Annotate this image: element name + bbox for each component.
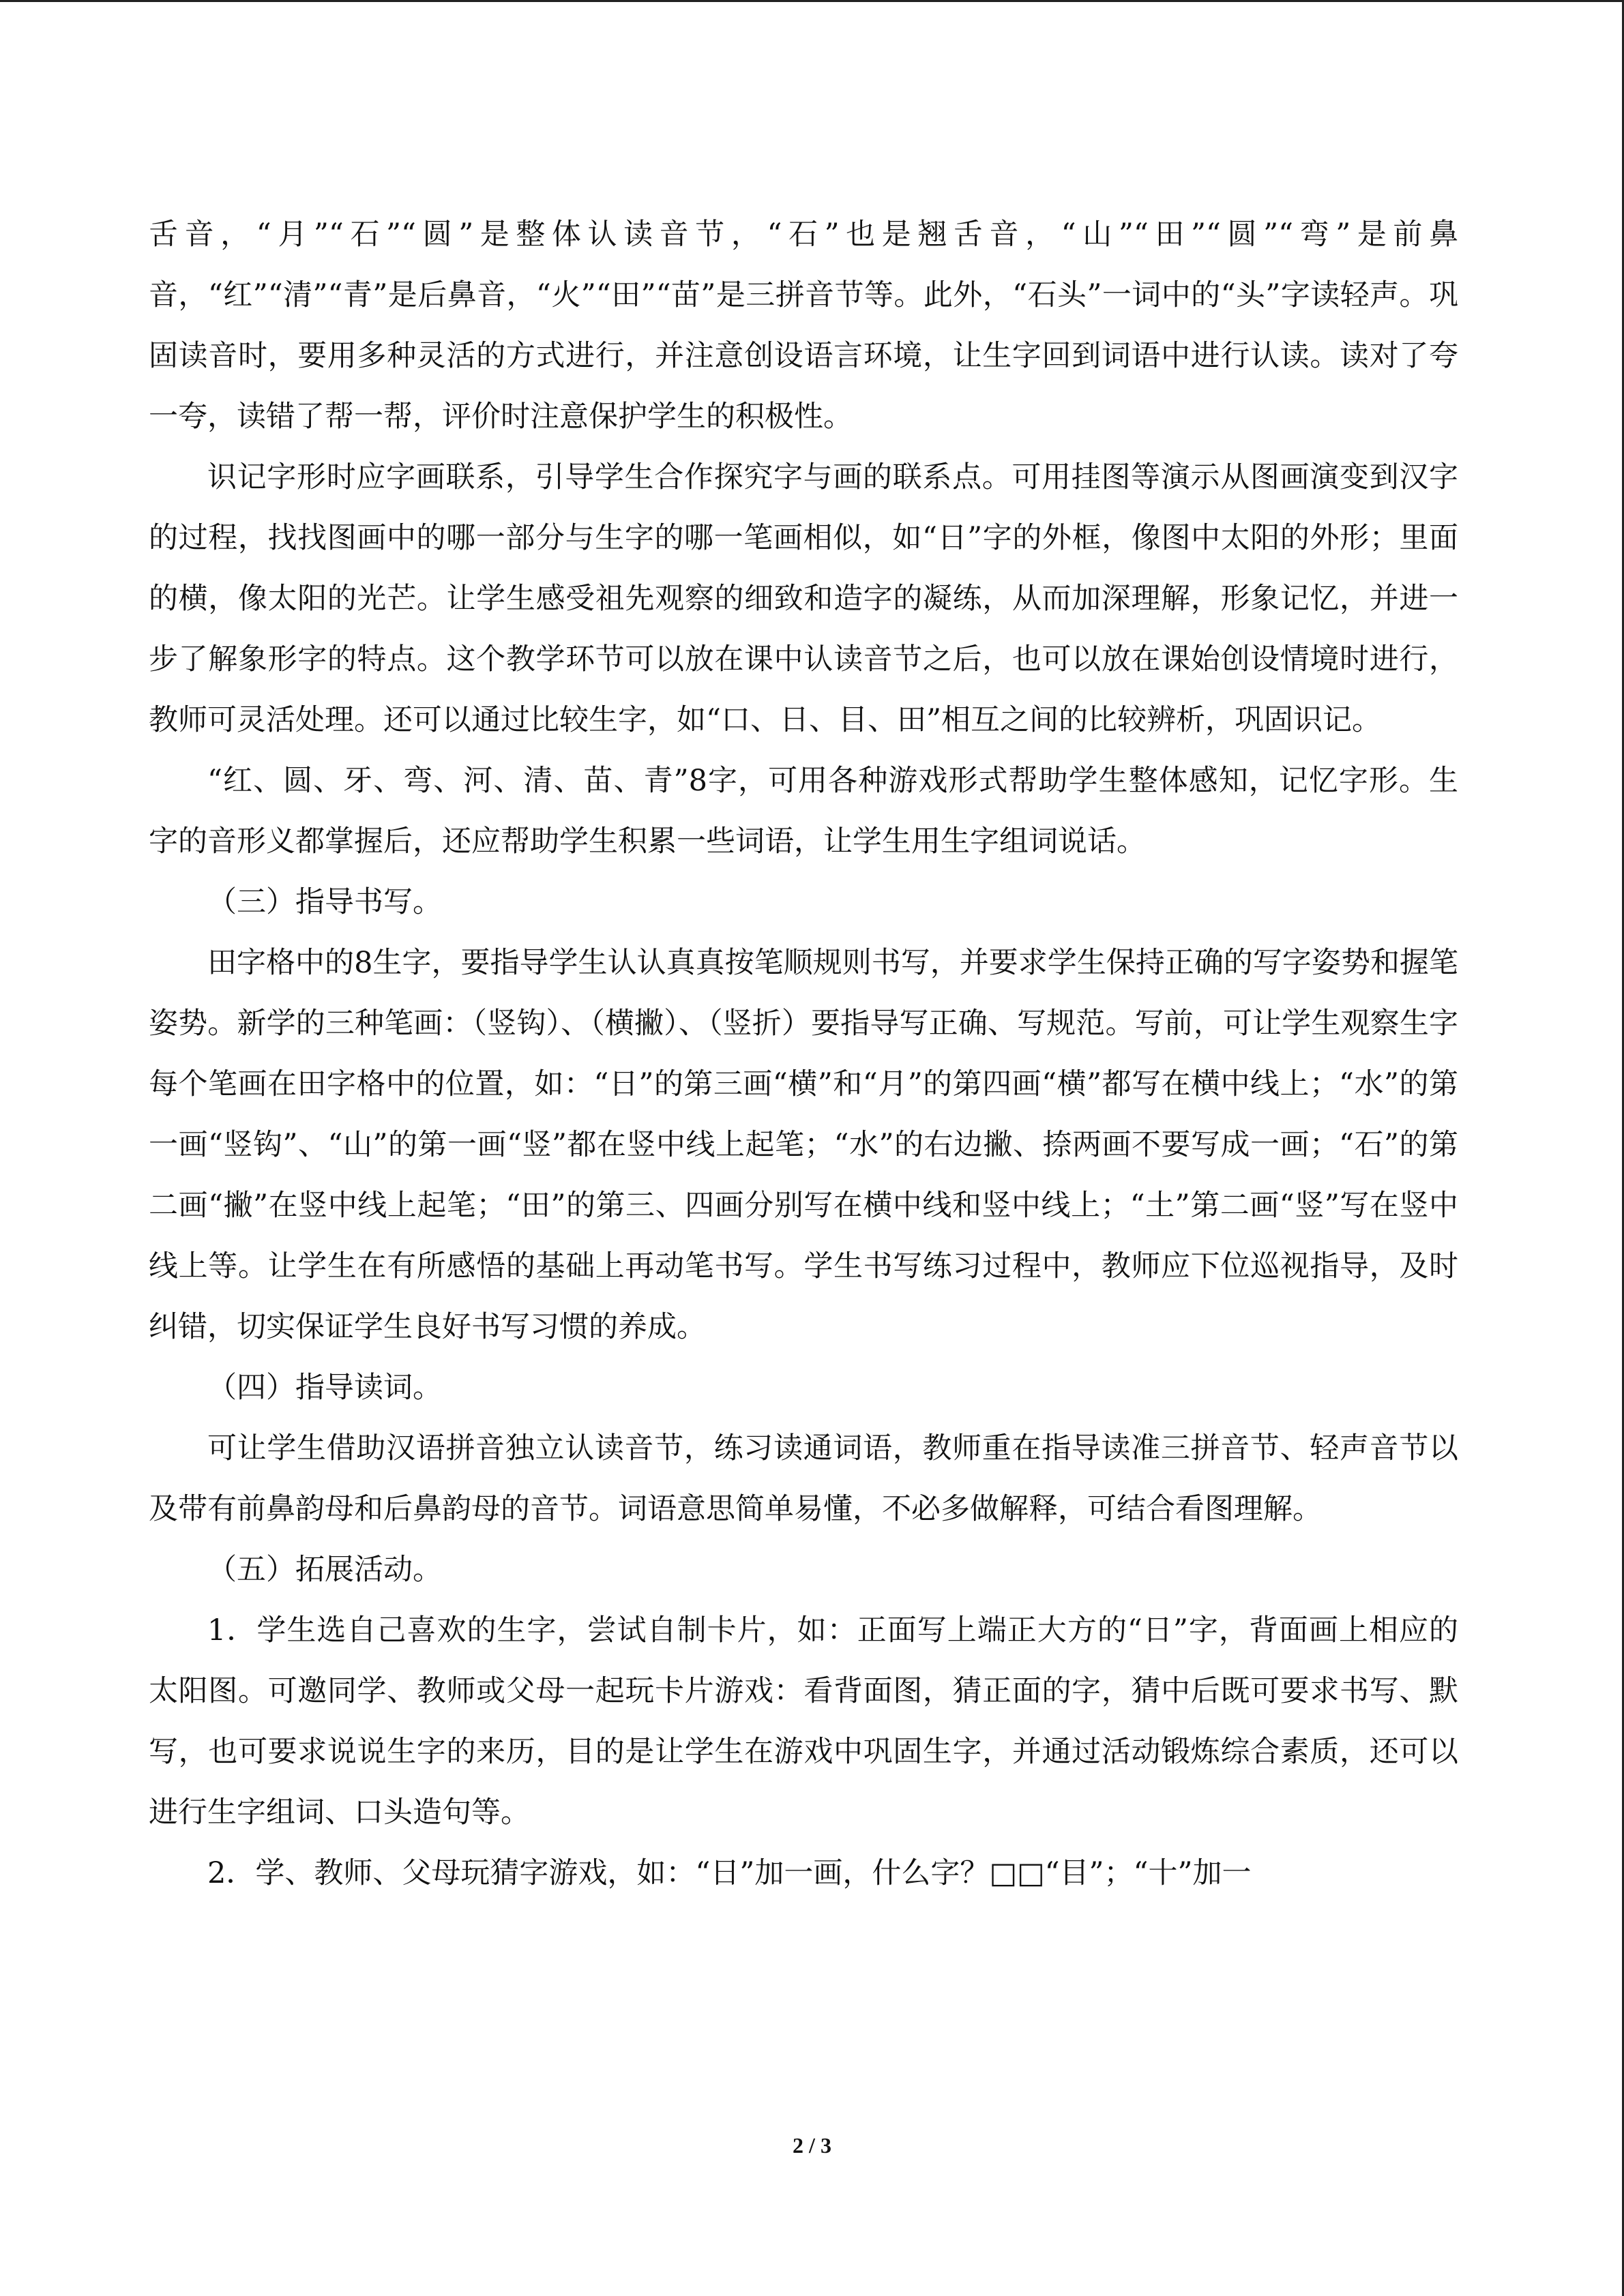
paragraph-reading-words: 可让学生借助汉语拼音独立认读音节，练习读通词语，教师重在指导读准三拼音节、轻声音节以及带有前鼻韵母和后鼻韵母的音节。词语意思简单易懂，不必多做解释，可结合看图理解。 bbox=[149, 1431, 1458, 1526]
page-number: 2 / 3 bbox=[793, 2133, 831, 2158]
section-heading-extension: （五）拓展活动。 bbox=[207, 1553, 442, 1587]
document-body bbox=[149, 205, 1458, 1904]
paragraph-character-shape: 识记字形时应字画联系，引导学生合作探究字与画的联系点。可用挂图等演示从图画演变到汉字的过程，找找图画中的哪一部分与生字的哪一笔画相似，如“日”字的外框，像图中太阳的外形；里面的横，像太阳的光芒。让学生感受祖先观察的细致和造字的凝练，从而加深理解，形象记忆，并进一步了解象形字的特点。这个教学环节可以放在课中认读音节之后，也可以放在课始创设情境时进行，教师可灵活处理。还可以通过比较生字，如“口、日、目、田”相互之间的比较辨析，巩固识记。 bbox=[149, 460, 1458, 737]
paragraph-guess-character: 2．学、教师、父母玩猜字游戏，如：“日”加一画，什么字？□□“目”；“十”加一 bbox=[207, 1856, 1252, 1890]
paragraph-pronunciation: 舌音，“月”“石”“圆”是整体认读音节，“石”也是翘舌音，“山”“田”“圆”“弯”是前鼻音，“红”“清”“青”是后鼻音，“火”“田”“苗”是三拼音节等。此外，“石头”一词中的“头”字读轻声。巩固读音时，要用多种灵活的方式进行，并注意创设语言环境，让生字回到词语中进行认读。读对了夸一夸，读错了帮一帮，评价时注意保护学生的积极性。 bbox=[149, 218, 1458, 434]
paragraph-game-memory: “红、圆、牙、弯、河、清、苗、青”8字，可用各种游戏形式帮助学生整体感知，记忆字形。生字的音形义都掌握后，还应帮助学生积累一些词语，让学生用生字组词说话。 bbox=[149, 764, 1458, 859]
paragraph-writing-guidance: 田字格中的8生字，要指导学生认认真真按笔顺规则书写，并要求学生保持正确的写字姿势和握笔姿势。新学的三种笔画：（竖钩）、（横撇）、（竖折）要指导写正确、写规范。写前，可让学生观察生字每个笔画在田字格中的位置，如：“日”的第三画“横”和“月”的第四画“横”都写在横中线上；“水”的第一画“竖钩”、“山”的第一画“竖”都在竖中线上起笔；“水”的右边撇、捺两画不要写成一画；“石”的第二画“撇”在竖中线上起笔；“田”的第三、四画分别写在横中线和竖中线上；“土”第二画“竖”写在竖中线上等。让学生在有所感悟的基础上再动笔书写。学生书写练习过程中，教师应下位巡视指导，及时纠错，切实保证学生良好书写习惯的养成。 bbox=[149, 946, 1458, 1344]
section-heading-reading-words: （四）指导读词。 bbox=[207, 1371, 442, 1405]
paragraph-card-game: 1．学生选自己喜欢的生字，尝试自制卡片，如：正面写上端正大方的“日”字，背面画上相应的太阳图。可邀同学、教师或父母一起玩卡片游戏：看背面图，猜正面的字，猜中后既可要求书写、默写，也可要求说说生字的来历，目的是让学生在游戏中巩固生字，并通过活动锻炼综合素质，还可以进行生字组词、口头造句等。 bbox=[149, 1613, 1458, 1830]
section-heading-writing: （三）指导书写。 bbox=[207, 885, 442, 919]
top-border bbox=[0, 0, 1624, 2]
